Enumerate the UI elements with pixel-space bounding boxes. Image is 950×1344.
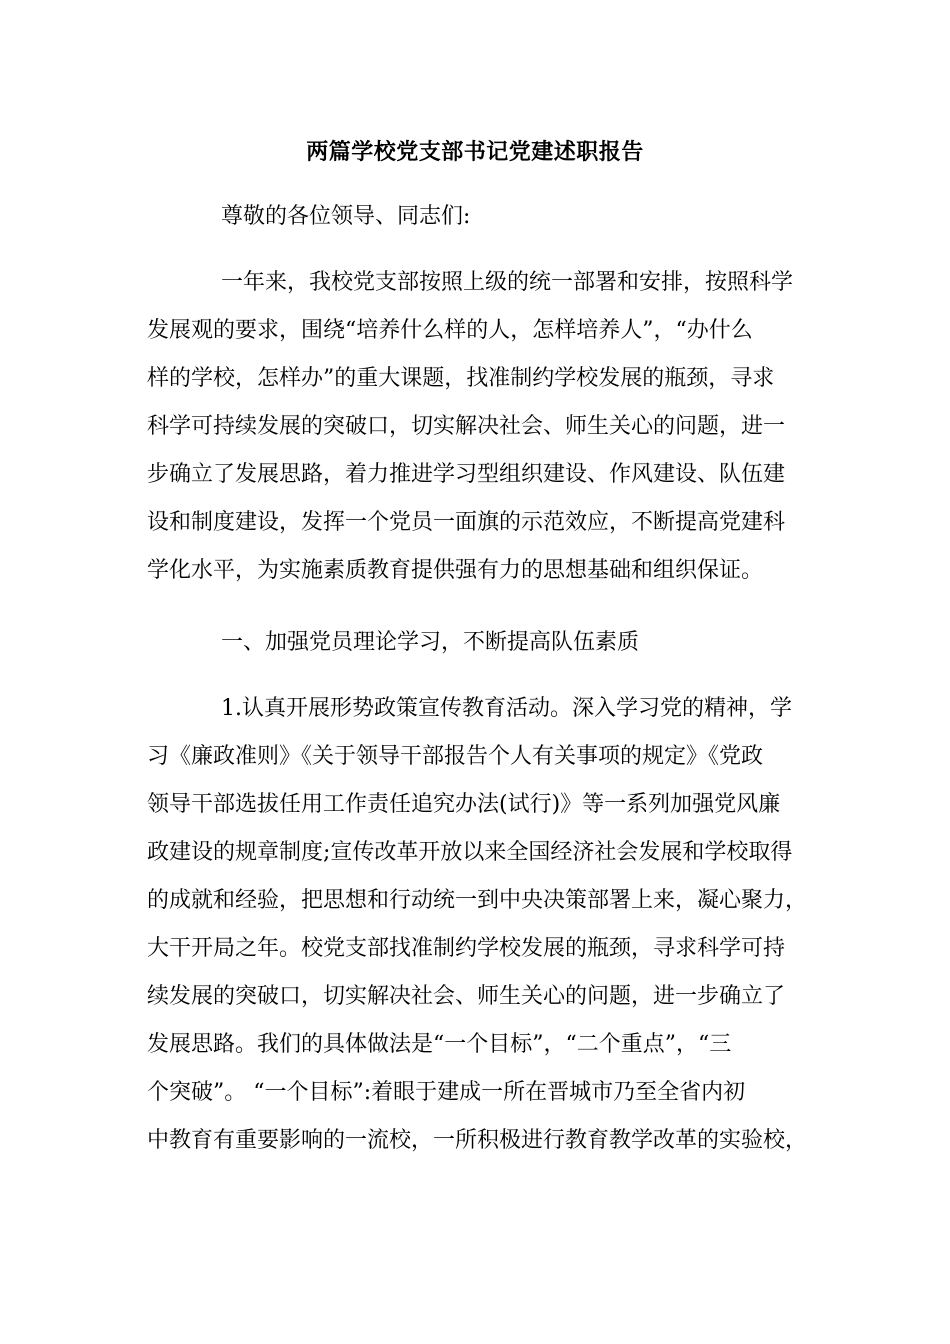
paragraph-line: 学化水平，为实施素质教育提供强有力的思想基础和组织保证。 — [147, 558, 764, 583]
paragraph-line: 样的学校，怎样办”的重大课题，找准制约学校发展的瓶颈，寻求 — [147, 366, 775, 391]
paragraph-line: 领导干部选拔任用工作责任追究办法(试行)》等一系列加强党风廉 — [147, 792, 781, 817]
paragraph-line: 政建设的规章制度;宣传改革开放以来全国经济社会发展和学校取得 — [147, 840, 793, 865]
paragraph-line: 设和制度建设，发挥一个党员一面旗的示范效应，不断提高党建科 — [147, 510, 786, 535]
paragraph-line: 习《廉政准则》《关于领导干部报告个人有关事项的规定》《党政 — [147, 744, 764, 769]
paragraph-line: 科学可持续发展的突破口，切实解决社会、师生关心的问题，进一 — [147, 414, 786, 439]
document-title: 两篇学校党支部书记党建述职报告 — [306, 140, 644, 165]
paragraph-line: 中教育有重要影响的一流校，一所积极进行教育教学改革的实验校， — [147, 1128, 808, 1153]
section-heading: 一、加强党员理论学习，不断提高队伍素质 — [221, 630, 640, 655]
paragraph-line: 1.认真开展形势政策宣传教育活动。深入学习党的精神，学 — [221, 696, 792, 721]
paragraph-line: 发展观的要求，围绕“培养什么样的人，怎样培养人”，“办什么 — [147, 318, 753, 343]
paragraph-line: 发展思路。我们的具体做法是“一个目标”，“二个重点”，“三 — [147, 1032, 732, 1057]
paragraph-line: 大干开局之年。校党支部找准制约学校发展的瓶颈，寻求科学可持 — [147, 936, 786, 961]
paragraph-line: 一年来，我校党支部按照上级的统一部署和安排，按照科学 — [221, 270, 794, 295]
paragraph-line: 个突破”。 “一个目标”:着眼于建成一所在晋城市乃至全省内初 — [147, 1080, 746, 1105]
salutation-line: 尊敬的各位领导、同志们: — [221, 204, 471, 229]
paragraph-line: 步确立了发展思路，着力推进学习型组织建设、作风建设、队伍建 — [147, 462, 786, 487]
paragraph-line: 续发展的突破口，切实解决社会、师生关心的问题，进一步确立了 — [147, 984, 786, 1009]
paragraph-line: 的成就和经验，把思想和行动统一到中央决策部署上来，凝心聚力， — [147, 888, 808, 913]
